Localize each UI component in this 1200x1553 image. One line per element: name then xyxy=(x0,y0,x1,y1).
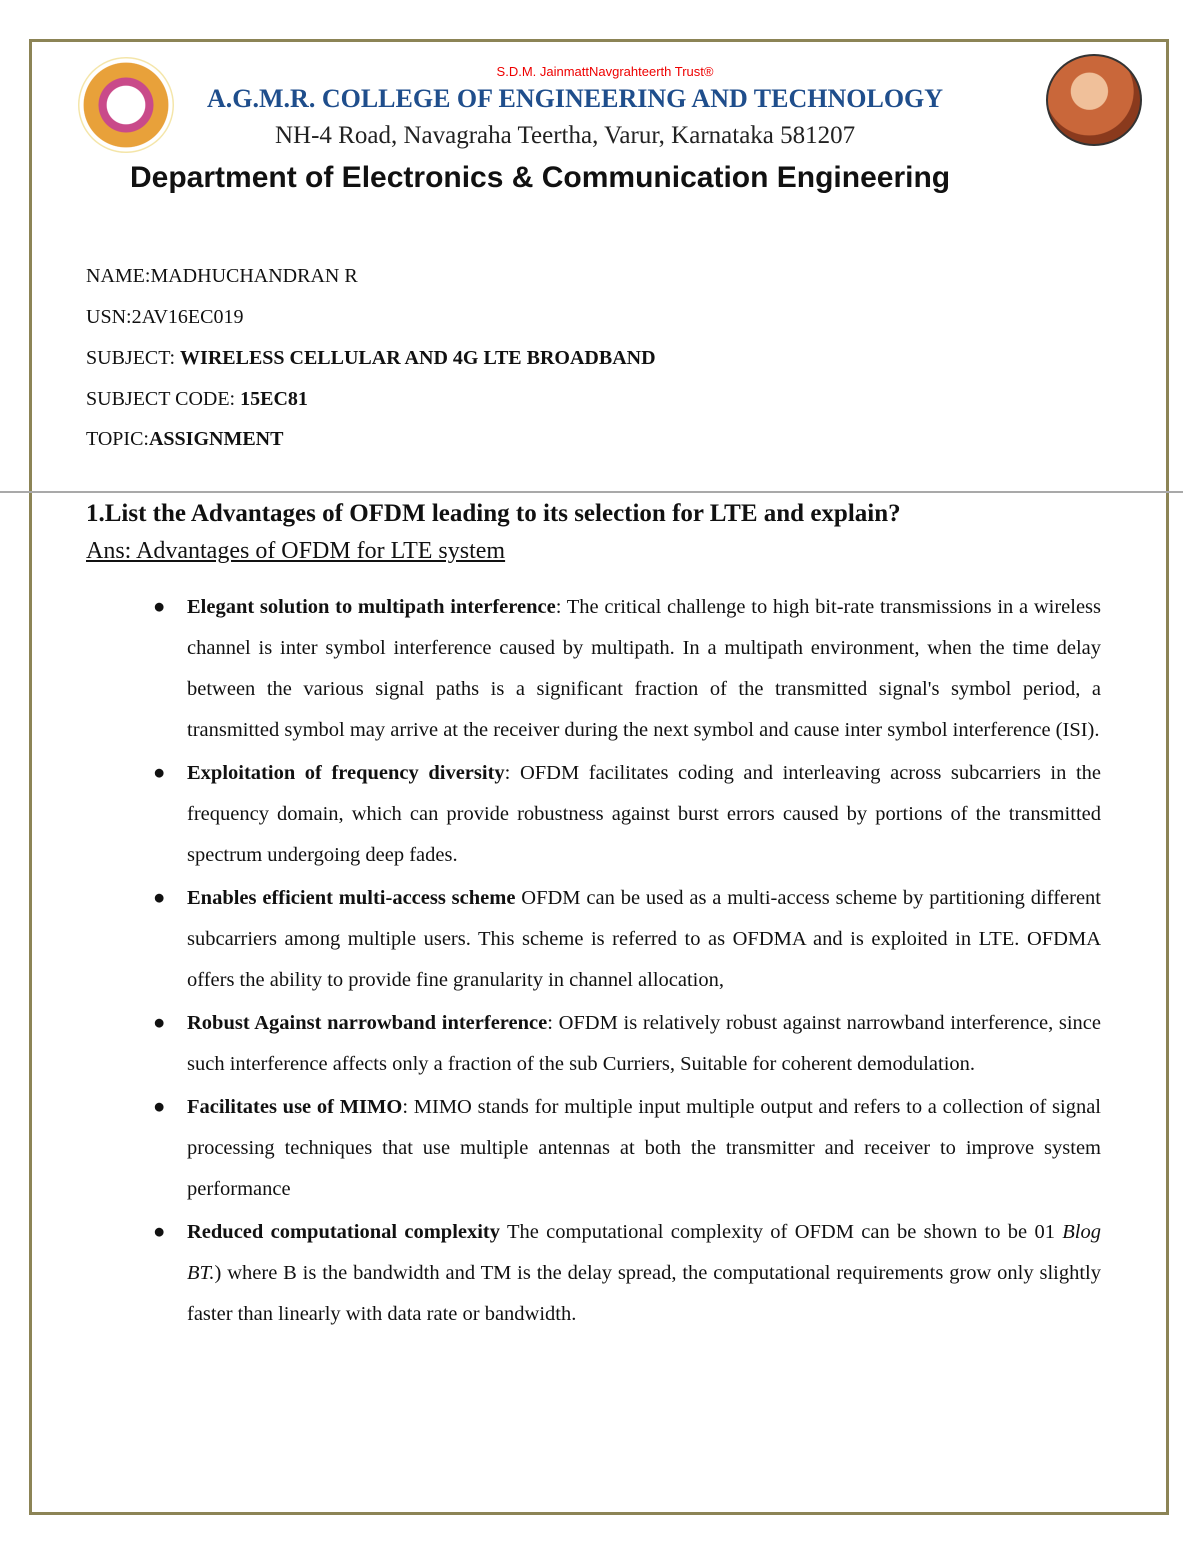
trust-text: S.D.M. JainmattNavgrahteerth Trust® xyxy=(496,64,714,79)
bullet-icon: ● xyxy=(153,762,166,784)
item-title: Enables efficient multi-access scheme xyxy=(187,887,516,909)
section-divider xyxy=(0,491,1183,493)
item-title: Robust Against narrowband interference xyxy=(187,1012,548,1034)
item-title: Reduced computational complexity xyxy=(187,1221,501,1243)
name-line xyxy=(86,265,358,288)
item-text: : OFDM facilitates coding and interleaving across subcarriers in the frequency domain, which can provide robustness against burst errors caused by portions of the transmitted spectrum undergoing deep fades. xyxy=(187,762,1101,866)
trust-name xyxy=(0,64,1200,79)
college-address: NH-4 Road, Navagraha Teertha, Varur, Karnataka 581207 xyxy=(275,122,856,149)
item-title: Facilitates use of MIMO xyxy=(187,1096,403,1118)
label: TOPIC: xyxy=(86,428,149,450)
advantages-list xyxy=(153,587,1101,1337)
usn-line xyxy=(86,306,243,329)
code-value: 15EC81 xyxy=(240,388,308,410)
question-heading: 1.List the Advantages of OFDM leading to its selection for LTE and explain? xyxy=(86,500,901,527)
topic-line xyxy=(86,428,283,451)
item-text: : MIMO stands for multiple input multiple output and refers to a collection of signal processing techniques that use multiple antennas at both the transmitter and receiver to improve system performance xyxy=(187,1096,1101,1200)
item-text: : The critical challenge to high bit-rate transmissions in a wireless channel is inter symbol interference caused by multipath. In a multipath environment, when the time delay between the various signal paths is a significant fraction of the transmitted signal's symbol period, a transmitted symbol may arrive at the receiver during the next symbol and cause inter symbol interference (ISI). xyxy=(187,596,1101,741)
formula: Blog BT. xyxy=(187,1221,1101,1284)
subject-code-line xyxy=(86,388,308,411)
item-title: Exploitation of frequency diversity xyxy=(187,762,505,784)
item-text: The computational complexity of OFDM can be shown to be 01 xyxy=(500,1221,1063,1243)
label: NAME: xyxy=(86,265,151,287)
label: SUBJECT: xyxy=(86,347,181,369)
usn-value: 2AV16EC019 xyxy=(131,306,244,328)
list-item xyxy=(153,878,1101,1001)
subject-value: WIRELESS CELLULAR AND 4G LTE BROADBAND xyxy=(180,347,656,369)
list-item xyxy=(153,587,1101,751)
list-item xyxy=(153,1087,1101,1210)
department-title: Department of Electronics & Communication Engineering xyxy=(130,161,951,194)
item-text: ) where B is the bandwidth and TM is the delay spread, the computational requirements grow only slightly faster than linearly with data rate or bandwidth. xyxy=(187,1262,1101,1325)
bullet-icon: ● xyxy=(153,887,166,909)
bullet-icon: ● xyxy=(153,1221,166,1243)
label: SUBJECT CODE: xyxy=(86,388,241,410)
subject-line xyxy=(86,347,656,370)
name-value: MADHUCHANDRAN R xyxy=(150,265,358,287)
topic-value: ASSIGNMENT xyxy=(148,428,284,450)
bullet-icon: ● xyxy=(153,1096,166,1118)
label: USN: xyxy=(86,306,132,328)
answer-heading: Ans: Advantages of OFDM for LTE system xyxy=(86,538,506,564)
item-text: : OFDM is relatively robust against narrowband interference, since such interference affects only a fraction of the sub Curriers, Suitable for coherent demodulation. xyxy=(187,1012,1101,1075)
item-text: OFDM can be used as a multi-access scheme by partitioning different subcarriers among multiple users. This scheme is referred to as OFDMA and is exploited in LTE. OFDMA offers the ability to provide fine granularity in channel allocation, xyxy=(187,887,1101,991)
item-title: Elegant solution to multipath interference xyxy=(187,596,556,618)
bullet-icon: ● xyxy=(153,596,166,618)
list-item xyxy=(153,753,1101,876)
college-name: A.G.M.R. COLLEGE OF ENGINEERING AND TECHNOLOGY xyxy=(207,84,944,113)
list-item xyxy=(153,1003,1101,1085)
bullet-icon: ● xyxy=(153,1012,166,1034)
list-item xyxy=(153,1212,1101,1335)
